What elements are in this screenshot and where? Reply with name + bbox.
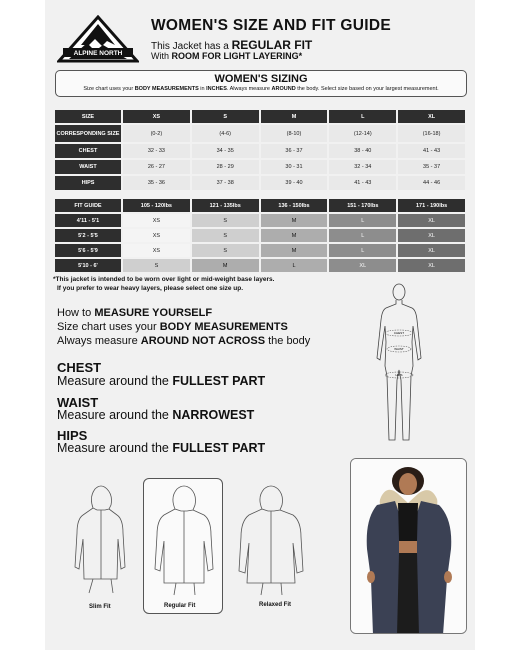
- table-cell: L: [329, 244, 396, 257]
- table-cell: (8-10): [261, 125, 328, 142]
- size-header-cell: M: [261, 110, 328, 123]
- sizing-title: WOMEN'S SIZING: [214, 73, 308, 85]
- sizing-sub-6: AROUND: [271, 86, 296, 92]
- table-cell: 37 - 38: [192, 176, 259, 190]
- table-cell: 28 - 29: [192, 160, 259, 174]
- fit-table-header: [55, 199, 465, 212]
- slim-fit-label: Slim Fit: [89, 604, 111, 610]
- model-in-parka-image: [351, 459, 467, 634]
- fit-type: REGULAR FIT: [231, 38, 313, 52]
- fit-guide-table: [53, 197, 467, 274]
- footnote-line-2: If you prefer to wear heavy layers, please select one size up.: [57, 285, 244, 292]
- table-cell: 35 - 37: [398, 160, 465, 174]
- relaxed-fit-sketch: [233, 483, 309, 601]
- body-label-hips: HIPS: [395, 373, 403, 377]
- table-cell: 44 - 46: [398, 176, 465, 190]
- page-title: WOMEN'S SIZE AND FIT GUIDE: [151, 17, 391, 34]
- hips-bold: FULLEST PART: [172, 441, 266, 455]
- table-row: [55, 176, 465, 190]
- logo-text: ALPINE NORTH: [73, 50, 123, 57]
- table-row: [55, 125, 465, 142]
- table-cell: 41 - 43: [329, 176, 396, 190]
- regular-fit-box: [143, 478, 223, 614]
- table-cell: 32 - 34: [329, 160, 396, 174]
- table-row: [55, 160, 465, 174]
- table-cell: 36 - 37: [261, 144, 328, 158]
- size-header-cell: SIZE: [55, 110, 121, 123]
- table-cell: 38 - 40: [329, 144, 396, 158]
- fit-header-cell: 151 - 170lbs: [329, 199, 396, 212]
- body-measurement-diagram: [372, 280, 426, 450]
- row-label: 5'6 - 5'9: [55, 244, 121, 257]
- sizing-sub-1: Size chart uses your: [83, 86, 134, 92]
- table-cell: XL: [398, 244, 465, 257]
- table-cell: XL: [398, 259, 465, 272]
- table-cell: (12-14): [329, 125, 396, 142]
- size-header-cell: XL: [398, 110, 465, 123]
- table-cell: XL: [398, 229, 465, 242]
- size-guide-page: [45, 0, 475, 650]
- sizing-sub-5: . Always measure: [226, 86, 270, 92]
- table-cell: M: [192, 259, 259, 272]
- chest-instruction: [57, 374, 265, 388]
- fit-statement: [151, 38, 312, 52]
- table-cell: 30 - 31: [261, 160, 328, 174]
- table-cell: L: [329, 214, 396, 227]
- size-header-cell: L: [329, 110, 396, 123]
- table-cell: (0-2): [123, 125, 190, 142]
- waist-heading: WAIST: [57, 395, 99, 410]
- table-cell: (16-18): [398, 125, 465, 142]
- table-cell: XS: [123, 229, 190, 242]
- chest-text: Measure around the: [57, 374, 169, 388]
- howto-line3-prefix: Always measure: [57, 335, 138, 347]
- model-photo: [350, 458, 467, 634]
- table-row: [55, 259, 465, 272]
- waist-text: Measure around the: [57, 408, 169, 422]
- table-cell: L: [329, 229, 396, 242]
- sizing-sub-7: the body. Select size based on your largest measurement.: [297, 86, 439, 92]
- howto-line3-suffix: the body: [268, 335, 311, 347]
- howto-line1-prefix: How to: [57, 307, 92, 319]
- fit-statement-prefix: This Jacket has a: [151, 41, 229, 52]
- row-label: 4'11 - 5'1: [55, 214, 121, 227]
- table-cell: M: [261, 229, 328, 242]
- alpine-north-logo: [57, 15, 139, 63]
- table-cell: 39 - 40: [261, 176, 328, 190]
- table-cell: S: [192, 244, 259, 257]
- size-chart-table: [53, 108, 467, 192]
- waist-instruction: [57, 408, 254, 422]
- table-cell: L: [261, 259, 328, 272]
- regular-fit-label: Regular Fit: [164, 603, 196, 609]
- table-cell: XS: [123, 214, 190, 227]
- row-label: WAIST: [55, 160, 121, 174]
- row-label: CORRESPONDING SIZE: [55, 125, 121, 142]
- footnote-line-1: *This jacket is intended to be worn over light or mid-weight base layers.: [53, 276, 275, 283]
- sizing-sub-3: in: [200, 86, 205, 92]
- howto-line1-bold: MEASURE YOURSELF: [94, 307, 213, 319]
- fit-header-cell: 121 - 135lbs: [192, 199, 259, 212]
- size-table-header: [55, 110, 465, 123]
- layering-note: ROOM FOR LIGHT LAYERING*: [171, 51, 303, 61]
- hips-text: Measure around the: [57, 441, 169, 455]
- womens-sizing-box: [55, 70, 467, 97]
- table-row: [55, 229, 465, 242]
- fit-header-cell: 136 - 150lbs: [261, 199, 328, 212]
- sizing-sub-4: INCHES: [206, 86, 227, 92]
- table-cell: S: [123, 259, 190, 272]
- table-cell: 41 - 43: [398, 144, 465, 158]
- chest-heading: CHEST: [57, 360, 102, 375]
- table-row: [55, 214, 465, 227]
- waist-bold: NARROWEST: [172, 408, 255, 422]
- table-cell: XS: [123, 244, 190, 257]
- relaxed-fit-label: Relaxed Fit: [259, 602, 292, 608]
- howto-line2-prefix: Size chart uses your: [57, 321, 157, 333]
- hips-instruction: [57, 441, 265, 455]
- fit-header-cell: FIT GUIDE: [55, 199, 121, 212]
- table-cell: XL: [398, 214, 465, 227]
- sizing-sub-2: BODY MEASUREMENTS: [134, 86, 199, 92]
- fit-header-cell: 105 - 120lbs: [123, 199, 190, 212]
- fit-header-cell: 171 - 190lbs: [398, 199, 465, 212]
- body-label-chest: CHEST: [393, 331, 405, 335]
- row-label: HIPS: [55, 176, 121, 190]
- body-label-waist: WAIST: [394, 347, 404, 351]
- size-header-cell: XS: [123, 110, 190, 123]
- sizing-subtitle: [56, 86, 466, 92]
- how-to-measure: [57, 306, 310, 348]
- table-row: [55, 144, 465, 158]
- table-cell: 35 - 36: [123, 176, 190, 190]
- hips-heading: HIPS: [57, 428, 88, 443]
- layering-statement: [151, 51, 302, 61]
- slim-fit-sketch: [65, 483, 137, 601]
- table-cell: (4-6): [192, 125, 259, 142]
- layering-footnote: [53, 275, 274, 293]
- layering-prefix: With: [151, 51, 169, 61]
- row-label: CHEST: [55, 144, 121, 158]
- table-cell: 34 - 35: [192, 144, 259, 158]
- table-cell: S: [192, 229, 259, 242]
- row-label: 5'2 - 5'5: [55, 229, 121, 242]
- table-cell: M: [261, 244, 328, 257]
- table-cell: M: [261, 214, 328, 227]
- row-label: 5'10 - 6': [55, 259, 121, 272]
- howto-line3-bold: AROUND NOT ACROSS: [140, 335, 266, 347]
- howto-line2-bold: BODY MEASUREMENTS: [159, 321, 288, 333]
- table-cell: 32 - 33: [123, 144, 190, 158]
- table-cell: 26 - 27: [123, 160, 190, 174]
- regular-fit-sketch: [148, 483, 220, 601]
- table-cell: XL: [329, 259, 396, 272]
- chest-bold: FULLEST PART: [172, 374, 266, 388]
- size-header-cell: S: [192, 110, 259, 123]
- table-row: [55, 244, 465, 257]
- table-cell: S: [192, 214, 259, 227]
